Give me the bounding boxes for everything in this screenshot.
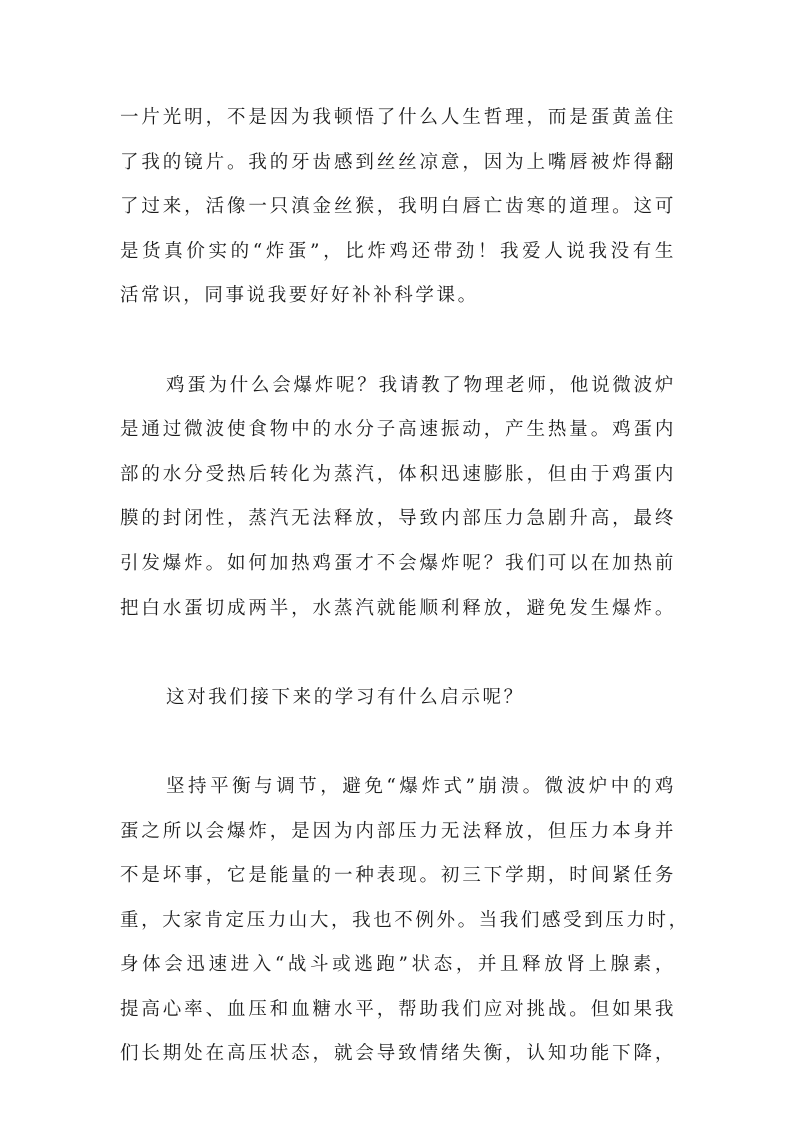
paragraph-balance-and-adjustment <box>120 765 690 1077</box>
text-line: 坚持平衡与调节，避免“爆炸式”崩溃。微波炉中的鸡 <box>166 775 676 797</box>
document-body <box>120 96 690 1077</box>
text-line: 引发爆炸。如何加热鸡蛋才不会爆炸呢？我们可以在加热前 <box>120 552 676 574</box>
text-line: 膜的封闭性，蒸汽无法释放，导致内部压力急剧升高，最终 <box>120 508 676 530</box>
text-line: 是通过微波使食物中的水分子高速振动，产生热量。鸡蛋内 <box>120 419 676 441</box>
paragraph-gap <box>120 720 676 765</box>
text-line: 部的水分受热后转化为蒸汽，体积迅速膨胀，但由于鸡蛋内 <box>120 463 676 485</box>
text-line: 是货真价实的“炸蛋”，比炸鸡还带劲！我爱人说我没有生 <box>120 240 676 262</box>
text-line: 鸡蛋为什么会爆炸呢？我请教了物理老师，他说微波炉 <box>166 374 676 396</box>
paragraph-egg-explosion-aftermath <box>120 96 676 319</box>
text-line: 了过来，活像一只滇金丝猴，我明白唇亡齿寒的道理。这可 <box>120 196 676 218</box>
paragraph-gap <box>120 319 676 364</box>
text-line: 重，大家肯定压力山大，我也不例外。当我们感受到压力时， <box>120 909 690 931</box>
text-line: 了我的镜片。我的牙齿感到丝丝凉意，因为上嘴唇被炸得翻 <box>120 151 676 173</box>
text-line: 这对我们接下来的学习有什么启示呢？ <box>166 686 525 708</box>
text-line: 不是坏事，它是能量的一种表现。初三下学期，时间紧任务 <box>120 865 676 887</box>
paragraph-gap <box>120 631 676 676</box>
paragraph-lesson-question <box>120 676 676 721</box>
paragraph-why-eggs-explode <box>120 364 676 632</box>
text-line: 活常识，同事说我要好好补补科学课。 <box>120 285 479 307</box>
text-line: 一片光明，不是因为我顿悟了什么人生哲理，而是蛋黄盖住 <box>120 107 676 128</box>
text-line: 蛋之所以会爆炸，是因为内部压力无法释放，但压力本身并 <box>120 820 676 842</box>
text-line: 把白水蛋切成两半，水蒸汽就能顺利释放，避免发生爆炸。 <box>120 597 676 619</box>
text-line: 身体会迅速进入“战斗或逃跑”状态，并且释放肾上腺素， <box>120 954 676 976</box>
text-line: 们长期处在高压状态，就会导致情绪失衡，认知功能下降， <box>120 1043 676 1065</box>
text-line: 提高心率、血压和血糖水平，帮助我们应对挑战。但如果我 <box>120 998 676 1020</box>
